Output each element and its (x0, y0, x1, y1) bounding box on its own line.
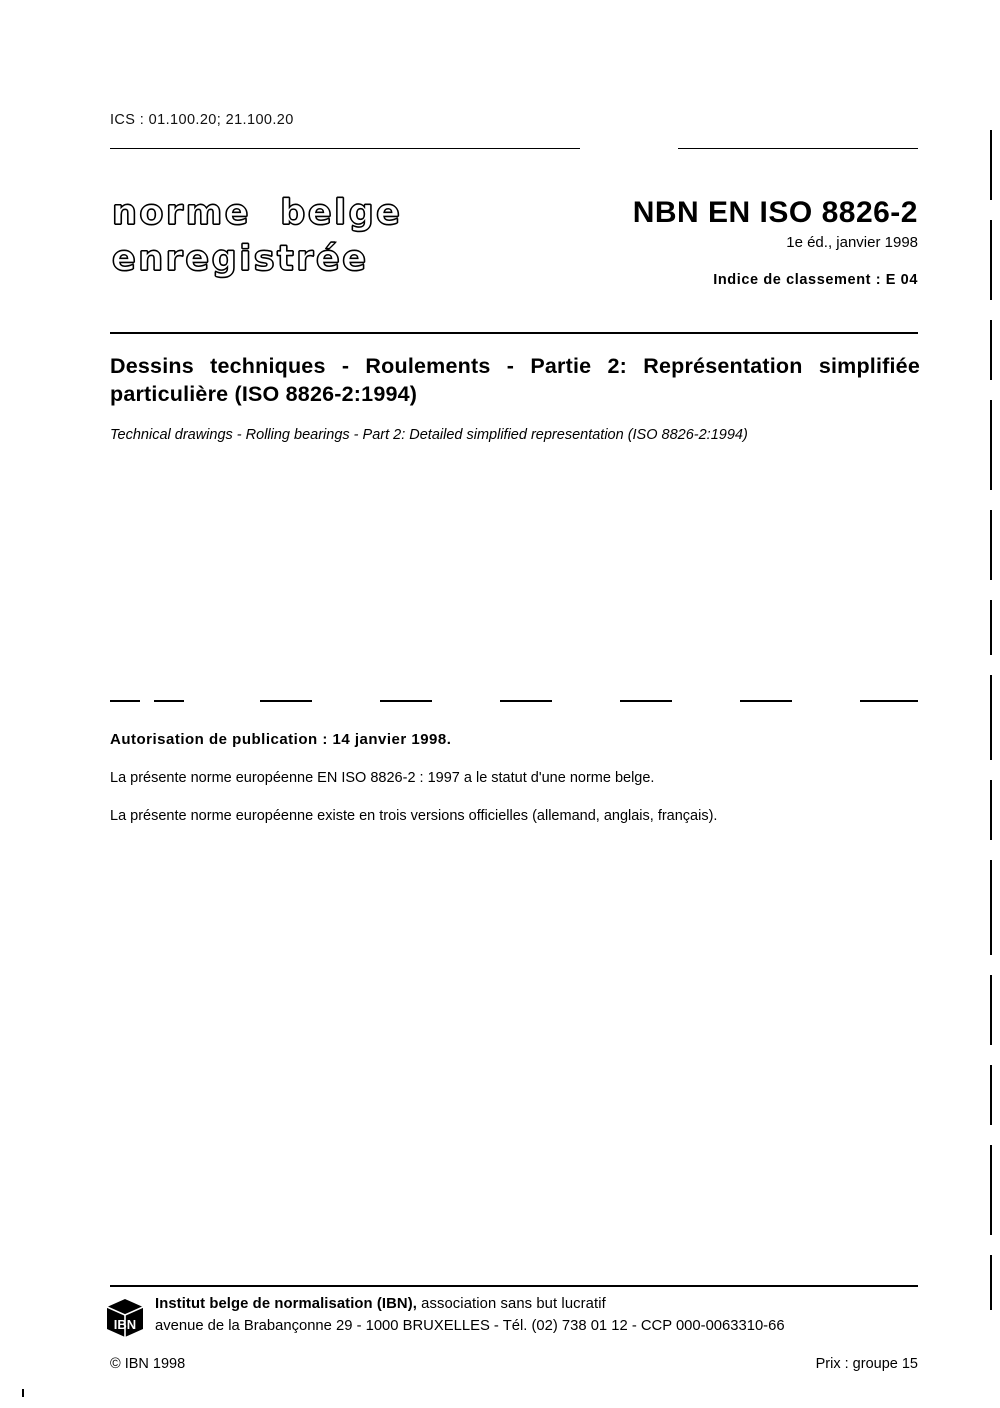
ibn-logo-icon (104, 1297, 146, 1339)
authorization-note-1: La présente norme européenne EN ISO 8826-2 : 1997 a le statut d'une norme belge. (110, 770, 655, 786)
scan-edge-marks (990, 130, 992, 1310)
standard-edition: 1e éd., janvier 1998 (786, 234, 918, 251)
header-rule-right (678, 148, 918, 149)
corner-registration-mark (22, 1389, 24, 1397)
title-rule (110, 332, 918, 334)
svg-text:IBN: IBN (113, 1317, 137, 1332)
wordmark-line-1: norme belge (112, 193, 403, 233)
price-group: Prix : groupe 15 (815, 1356, 918, 1372)
footer-address: avenue de la Brabançonne 29 - 1000 BRUXELLES - Tél. (02) 738 01 12 - CCP 000-0063310-66 (155, 1318, 785, 1334)
standard-number: NBN EN ISO 8826-2 (632, 196, 918, 229)
footer-org-name: Institut belge de normalisation (IBN), (155, 1296, 417, 1312)
title-french: Dessins techniques - Roulements - Partie 2: Représentation simplifiée particulière (ISO 8826-2:1994) (110, 354, 920, 406)
authorization-note-2: La présente norme européenne existe en trois versions officielles (allemand, anglais, français). (110, 808, 718, 824)
footer-organization (155, 1296, 606, 1312)
ics-code: ICS : 01.100.20; 21.100.20 (110, 112, 294, 128)
footer-rule (110, 1285, 918, 1287)
wordmark-line-2: enregistrée (112, 239, 369, 279)
authorization-label: Autorisation de publication : 14 janvier 1998. (110, 731, 452, 748)
dashed-separator (110, 700, 918, 702)
footer-org-suffix: association sans but lucratif (416, 1296, 606, 1312)
copyright-notice: © IBN 1998 (110, 1356, 186, 1372)
header-rule-left (110, 148, 580, 149)
title-english: Technical drawings - Rolling bearings - Part 2: Detailed simplified representation (ISO 8826-2:1994) (110, 427, 748, 443)
norme-belge-wordmark (112, 190, 402, 282)
classification-index: Indice de classement : E 04 (713, 272, 918, 288)
